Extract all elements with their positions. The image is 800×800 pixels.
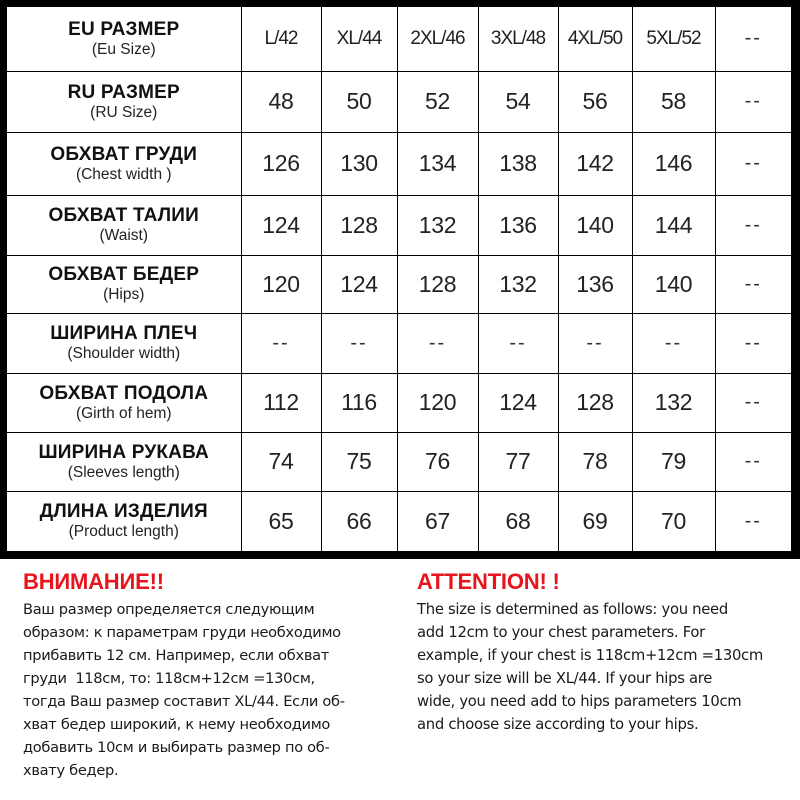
- cell-value: 79: [661, 448, 686, 474]
- empty-value: --: [744, 272, 762, 295]
- cell-value: 140: [576, 211, 614, 238]
- attention-body-ru: [23, 598, 408, 782]
- value-cell: [321, 432, 397, 491]
- cell-value: 4XL/50: [567, 27, 623, 49]
- value-cell: [397, 132, 478, 195]
- empty-value: --: [350, 331, 368, 354]
- value-cell: [478, 491, 558, 551]
- cell-value: 140: [654, 270, 693, 297]
- attention-title-ru: ВНИМАНИЕ!!: [23, 569, 164, 594]
- row-label-en: (Chest width ): [75, 165, 172, 183]
- note-line: прибавить 12 см. Например, если обхват: [23, 647, 329, 664]
- row-label-cell: [7, 255, 241, 313]
- empty-value: --: [272, 331, 290, 354]
- note-line: The size is determined as follows: you need: [417, 601, 728, 618]
- value-cell: [632, 432, 715, 491]
- cell-value: 74: [268, 448, 294, 474]
- cell-value: 138: [499, 150, 537, 176]
- value-cell: [397, 255, 478, 313]
- empty-value: --: [586, 331, 604, 354]
- row-label-cell: [7, 373, 241, 432]
- cell-value: 124: [340, 270, 378, 297]
- cell-value: L/42: [264, 27, 298, 49]
- value-cell: [558, 432, 632, 491]
- value-cell: [321, 255, 397, 313]
- note-line: тогда Ваш размер составит XL/44. Если об-: [23, 693, 345, 710]
- note-line: so your size will be XL/44. If your hips are: [417, 670, 713, 687]
- row-label-cell: [7, 313, 241, 373]
- value-cell: [632, 313, 715, 373]
- row-label-cell: [7, 432, 241, 491]
- cell-value: 112: [263, 389, 299, 415]
- empty-value: --: [744, 213, 762, 236]
- value-cell: [397, 7, 478, 71]
- attention-title-en: ATTENTION! !: [417, 569, 560, 594]
- value-cell: [478, 432, 558, 491]
- value-cell: [478, 313, 558, 373]
- value-cell: [321, 132, 397, 195]
- value-cell: [632, 195, 715, 255]
- cell-value: 136: [576, 270, 614, 297]
- value-cell: [715, 313, 791, 373]
- row-label-cell: [7, 71, 241, 132]
- attention-note-ru: [23, 568, 408, 782]
- value-cell: [241, 491, 321, 551]
- cell-value: 134: [418, 150, 457, 176]
- row-label-cell: [7, 491, 241, 551]
- table-row: [7, 432, 791, 491]
- cell-value: 136: [499, 211, 537, 238]
- value-cell: [558, 255, 632, 313]
- size-chart-body: [7, 7, 791, 551]
- value-cell: [632, 71, 715, 132]
- row-label-en: (Product length): [68, 523, 179, 541]
- value-cell: [478, 7, 558, 71]
- cell-value: 69: [582, 507, 608, 534]
- value-cell: [321, 71, 397, 132]
- cell-value: 130: [340, 150, 378, 176]
- row-label-cell: [7, 7, 241, 71]
- cell-value: 120: [262, 270, 300, 297]
- table-row: [7, 255, 791, 313]
- note-line: and choose size according to your hips.: [417, 716, 699, 733]
- table-row: [7, 491, 791, 551]
- value-cell: [241, 432, 321, 491]
- value-cell: [715, 195, 791, 255]
- value-cell: [478, 195, 558, 255]
- value-cell: [478, 373, 558, 432]
- note-line: хвату бедер.: [23, 762, 119, 779]
- empty-value: --: [744, 152, 762, 174]
- cell-value: 66: [346, 507, 372, 534]
- value-cell: [558, 195, 632, 255]
- cell-value: 5XL/52: [646, 27, 701, 49]
- row-label-en: (Eu Size): [91, 40, 156, 58]
- value-cell: [478, 132, 558, 195]
- value-cell: [715, 255, 791, 313]
- value-cell: [397, 195, 478, 255]
- row-label-cell: [7, 195, 241, 255]
- cell-value: 132: [654, 389, 693, 415]
- value-cell: [397, 313, 478, 373]
- cell-value: 128: [418, 270, 457, 297]
- row-label-ru: ДЛИНА ИЗДЕЛИЯ: [39, 501, 208, 523]
- row-label-ru: ШИРИНА ПЛЕЧ: [50, 323, 198, 344]
- empty-value: --: [428, 331, 447, 354]
- value-cell: [632, 255, 715, 313]
- value-cell: [715, 7, 791, 71]
- cell-value: 48: [268, 88, 294, 114]
- row-label-ru: RU РАЗМЕР: [67, 81, 180, 103]
- note-line: хват бедер широкий, к нему необходимо: [23, 716, 331, 733]
- attention-note-en: [417, 568, 800, 736]
- table-row: [7, 373, 791, 432]
- empty-value: --: [744, 509, 762, 532]
- table-row: [7, 132, 791, 195]
- value-cell: [397, 71, 478, 132]
- cell-value: 52: [425, 88, 450, 114]
- note-line: добавить 10см и выбирать размер по об-: [23, 739, 330, 756]
- table-row: [7, 71, 791, 132]
- cell-value: 70: [661, 507, 686, 534]
- note-line: example, if your chest is 118cm+12cm =130cm: [417, 647, 764, 664]
- value-cell: [321, 373, 397, 432]
- cell-value: 77: [505, 448, 531, 474]
- row-label-ru: ОБХВАТ ПОДОЛА: [39, 382, 209, 404]
- value-cell: [397, 373, 478, 432]
- value-cell: [558, 373, 632, 432]
- note-line: wide, you need add to hips parameters 10cm: [417, 693, 742, 710]
- empty-value: --: [744, 450, 762, 472]
- value-cell: [715, 71, 791, 132]
- cell-value: 65: [268, 507, 294, 534]
- value-cell: [397, 491, 478, 551]
- note-line: образом: к параметрам груди необходимо: [23, 624, 341, 641]
- value-cell: [558, 313, 632, 373]
- row-label-en: (Girth of hem): [75, 404, 172, 422]
- value-cell: [478, 71, 558, 132]
- cell-value: 2XL/46: [410, 27, 465, 49]
- row-label-en: (Shoulder width): [67, 345, 181, 362]
- value-cell: [241, 7, 321, 71]
- value-cell: [632, 373, 715, 432]
- row-label-en: (Hips): [103, 286, 145, 303]
- row-label-en: (Waist): [99, 227, 148, 244]
- table-row: [7, 7, 791, 71]
- cell-value: 142: [576, 150, 614, 176]
- value-cell: [241, 71, 321, 132]
- empty-value: --: [664, 331, 683, 354]
- cell-value: 128: [576, 389, 614, 415]
- cell-value: 146: [654, 150, 693, 176]
- value-cell: [558, 71, 632, 132]
- size-chart-grid: [7, 7, 791, 551]
- empty-value: --: [744, 27, 762, 50]
- cell-value: 132: [418, 211, 457, 238]
- cell-value: 78: [582, 448, 608, 474]
- value-cell: [558, 132, 632, 195]
- cell-value: 67: [425, 507, 450, 534]
- row-label-en: (RU Size): [90, 103, 158, 121]
- cell-value: 116: [341, 389, 377, 415]
- value-cell: [321, 7, 397, 71]
- cell-value: 3XL/48: [490, 27, 546, 49]
- empty-value: --: [744, 331, 762, 354]
- value-cell: [397, 432, 478, 491]
- note-line: Ваш размер определяется следующим: [23, 601, 315, 618]
- row-label-en: (Sleeves length): [67, 463, 180, 481]
- row-label-ru: ОБХВАТ БЕДЕР: [48, 264, 200, 285]
- note-line: add 12cm to your chest parameters. For: [417, 624, 705, 641]
- table-row: [7, 195, 791, 255]
- value-cell: [715, 132, 791, 195]
- cell-value: 124: [262, 211, 300, 238]
- cell-value: 132: [499, 270, 537, 297]
- empty-value: --: [509, 331, 527, 354]
- row-label-ru: EU РАЗМЕР: [68, 18, 180, 40]
- value-cell: [715, 491, 791, 551]
- cell-value: 50: [346, 88, 372, 114]
- value-cell: [632, 7, 715, 71]
- cell-value: 58: [661, 88, 686, 114]
- note-line: груди 118см, то: 118см+12см =130см,: [23, 670, 315, 687]
- cell-value: 128: [340, 211, 378, 238]
- value-cell: [321, 195, 397, 255]
- cell-value: 144: [654, 211, 693, 238]
- row-label-ru: ОБХВАТ ТАЛИИ: [48, 205, 199, 226]
- value-cell: [241, 373, 321, 432]
- table-row: [7, 313, 791, 373]
- value-cell: [241, 132, 321, 195]
- value-cell: [321, 491, 397, 551]
- cell-value: 126: [262, 150, 300, 176]
- cell-value: 76: [425, 448, 450, 474]
- value-cell: [478, 255, 558, 313]
- value-cell: [241, 195, 321, 255]
- row-label-ru: ОБХВАТ ГРУДИ: [50, 143, 198, 165]
- value-cell: [241, 313, 321, 373]
- cell-value: 75: [346, 448, 372, 474]
- empty-value: --: [744, 90, 762, 112]
- value-cell: [715, 432, 791, 491]
- value-cell: [632, 132, 715, 195]
- empty-value: --: [744, 391, 762, 413]
- cell-value: 124: [499, 389, 537, 415]
- cell-value: 68: [505, 507, 531, 534]
- value-cell: [715, 373, 791, 432]
- cell-value: XL/44: [336, 27, 382, 49]
- cell-value: 56: [582, 88, 608, 114]
- cell-value: 54: [505, 88, 531, 114]
- attention-body-en: [417, 598, 800, 736]
- row-label-cell: [7, 132, 241, 195]
- value-cell: [558, 7, 632, 71]
- cell-value: 120: [418, 389, 457, 415]
- row-label-ru: ШИРИНА РУКАВА: [38, 441, 209, 463]
- value-cell: [241, 255, 321, 313]
- value-cell: [632, 491, 715, 551]
- value-cell: [321, 313, 397, 373]
- value-cell: [558, 491, 632, 551]
